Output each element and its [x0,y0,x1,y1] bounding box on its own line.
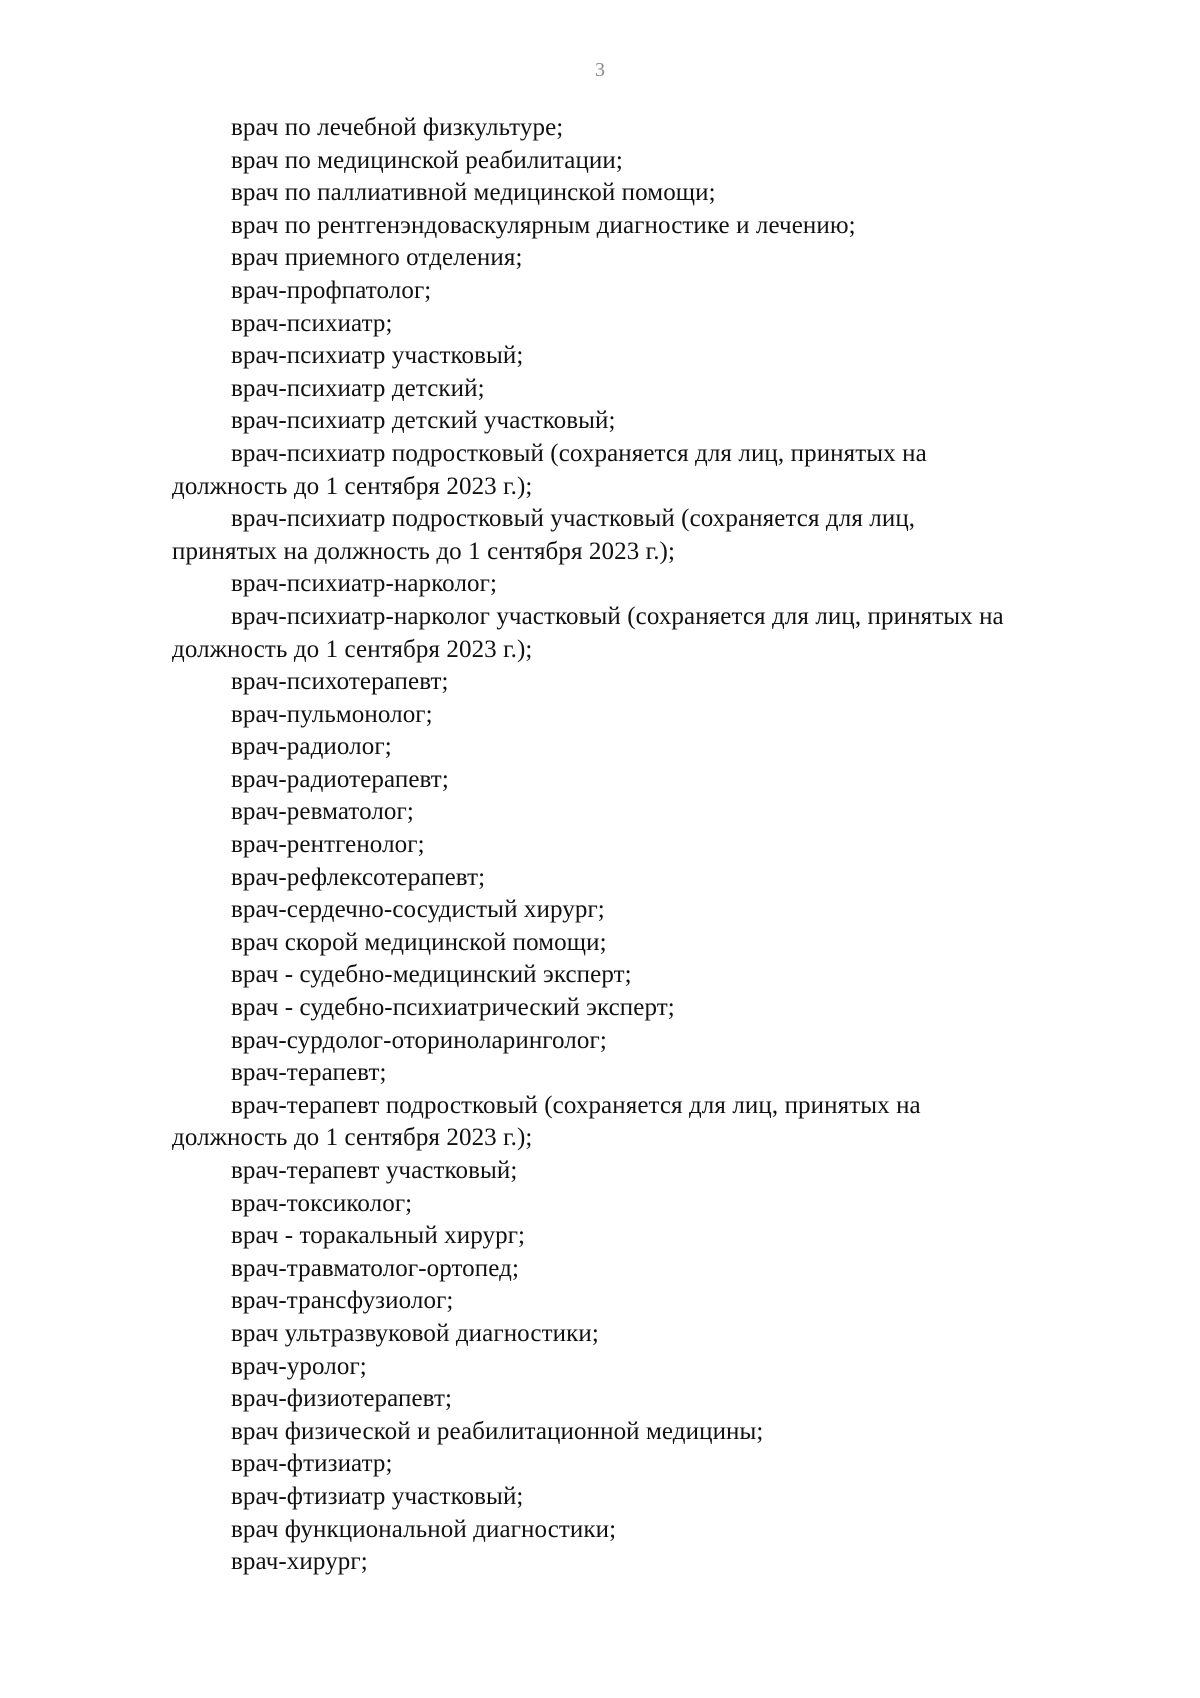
list-item: врач-психиатр участковый; [231,342,524,370]
list-item: врач-фтизиатр; [231,1450,393,1478]
list-item: врач-терапевт; [231,1059,387,1087]
page-number: 3 [595,59,605,81]
list-item: врач по лечебной физкультуре; [231,114,564,141]
list-item: врач по рентгенэндоваскулярным диагностике и лечению; [231,211,856,239]
list-item: врач - торакальный хирург; [231,1222,526,1250]
list-item: врач-фтизиатр участковый; [231,1482,524,1510]
list-item: врач скорой медицинской помощи; [231,928,607,956]
list-item: врач-травматолог-ортопед; [231,1254,519,1282]
list-item: врач-терапевт участковый; [231,1157,518,1184]
list-item: врач-пульмонолог; [231,700,433,728]
list-item: врач - судебно-психиатрический эксперт; [231,994,675,1022]
list-item: врач-психиатр; [231,309,393,337]
list-item: врач по медицинской реабилитации; [231,146,623,174]
list-item: врач-рентгенолог; [231,831,425,859]
list-item: врач-психиатр-нарколог; [231,570,498,598]
list-item: врач-радиотерапевт; [231,765,449,793]
list-item: врач-токсиколог; [231,1189,413,1217]
list-item: врач-сердечно-сосудистый хирург; [231,896,605,924]
list-item: врач ультразвуковой диагностики; [231,1319,599,1347]
list-item: врач-ревматолог; [231,798,414,826]
list-item: врач-уролог; [231,1352,367,1380]
list-item: врач по паллиативной медицинской помощи; [231,179,716,207]
list-item: врач-сурдолог-оториноларинголог; [231,1026,607,1054]
position-list [172,112,1112,1579]
list-item: врач - судебно-медицинский эксперт; [231,961,632,989]
list-item: врач-терапевт подростковый (сохраняется для лиц, принятых на должность до 1 сентября 2023 г.); [172,1091,921,1152]
list-item: врач-психиатр детский участковый; [231,407,616,435]
list-item: врач-трансфузиолог; [231,1287,454,1315]
list-item: врач физической и реабилитационной медицины; [231,1417,764,1445]
list-item: врач функциональной диагностики; [231,1515,617,1543]
list-item: врач-психиатр-нарколог участковый (сохраняется для лиц, принятых на должность до 1 сентября 2023 г.); [172,602,1004,663]
list-item: врач-психиатр детский; [231,374,485,402]
list-item: врач-хирург; [231,1548,368,1576]
list-item: врач-рефлексотерапевт; [231,863,486,891]
list-item: врач-физиотерапевт; [231,1385,453,1413]
list-item: врач-психиатр подростковый (сохраняется для лиц, принятых на должность до 1 сентября 2023 г.); [172,439,927,500]
list-item: врач-радиолог; [231,733,392,761]
list-item: врач приемного отделения; [231,244,523,272]
list-item: врач-психиатр подростковый участковый (сохраняется для лиц, принятых на должность до 1 сентября 2023 г.); [172,505,916,565]
list-item: врач-профпатолог; [231,276,432,304]
list-item: врач-психотерапевт; [231,668,449,696]
